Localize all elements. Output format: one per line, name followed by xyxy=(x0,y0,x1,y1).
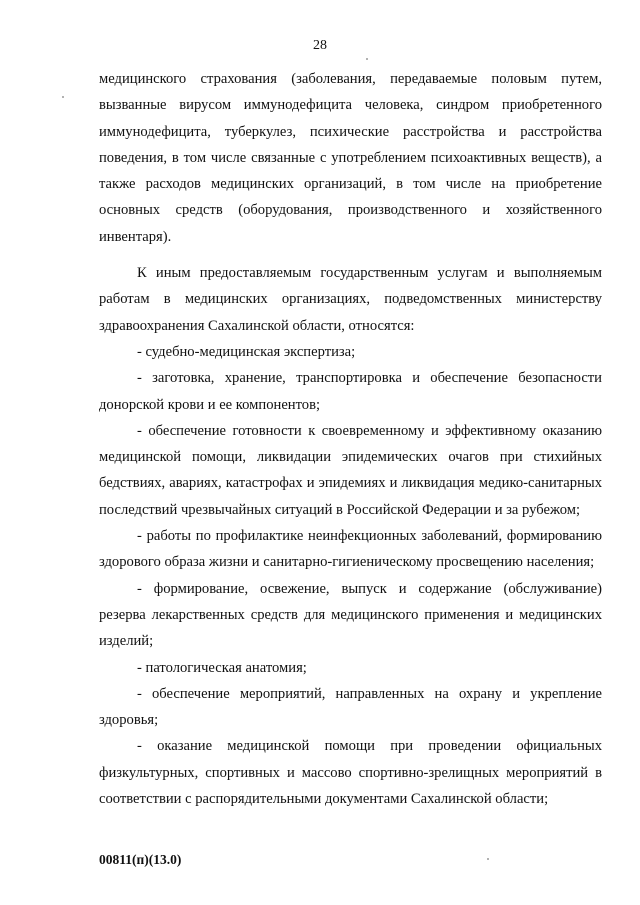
list-item: - формирование, освежение, выпуск и содержание (обслуживание) резерва лекарственных средств для медицинского применения и медицинских изделий; xyxy=(99,580,602,650)
list-item: - обеспечение мероприятий, направленных на охрану и укрепление здоровья; xyxy=(99,685,602,729)
page-number: 28 xyxy=(313,38,327,53)
list-item: - оказание медицинской помощи при проведении официальных физкультурных, спортивных и массово спортивно-зрелищных мероприятий в соответствии с распорядительными документами Сахалинской области; xyxy=(99,738,602,808)
list-item: - обеспечение готовности к своевременному и эффективному оказанию медицинской помощи, ликвидации эпидемических очагов при стихийных бедствиях, авариях, катастрофах и эпидемиях и ликвидация медико-санитарных последствий чрезвычайных ситуаций в Российской Федерации и за рубежом; xyxy=(99,422,602,518)
document-body xyxy=(99,66,602,812)
scan-speck xyxy=(366,58,368,60)
document-code: 00811(п)(13.0) xyxy=(99,852,182,867)
scan-speck xyxy=(62,96,64,98)
list-item: - патологическая анатомия; xyxy=(137,659,307,676)
paragraph-continuation: медицинского страхования (заболевания, передаваемые половым путем, вызванные вирусом иммунодефицита человека, синдром приобретенного иммунодефицита, туберкулез, психические расстройства и расстройства поведения, в том числе связанные с употреблением психоактивных веществ), а также расходов медицинских организаций, в том числе на приобретение основных средств (оборудования, производственного и хозяйственного инвентаря). xyxy=(99,71,602,245)
list-item: - работы по профилактике неинфекционных заболеваний, формированию здорового образа жизни и санитарно-гигиеническому просвещению населения; xyxy=(99,528,602,571)
scan-speck xyxy=(487,858,489,860)
paragraph-intro: К иным предоставляемым государственным услугам и выполняемым работам в медицинских организациях, подведомственных министерству здравоохранения Сахалинской области, относятся: xyxy=(99,265,602,334)
list-item: - заготовка, хранение, транспортировка и обеспечение безопасности донорской крови и ее компонентов; xyxy=(99,370,602,413)
list-item: - судебно-медицинская экспертиза; xyxy=(137,343,356,360)
